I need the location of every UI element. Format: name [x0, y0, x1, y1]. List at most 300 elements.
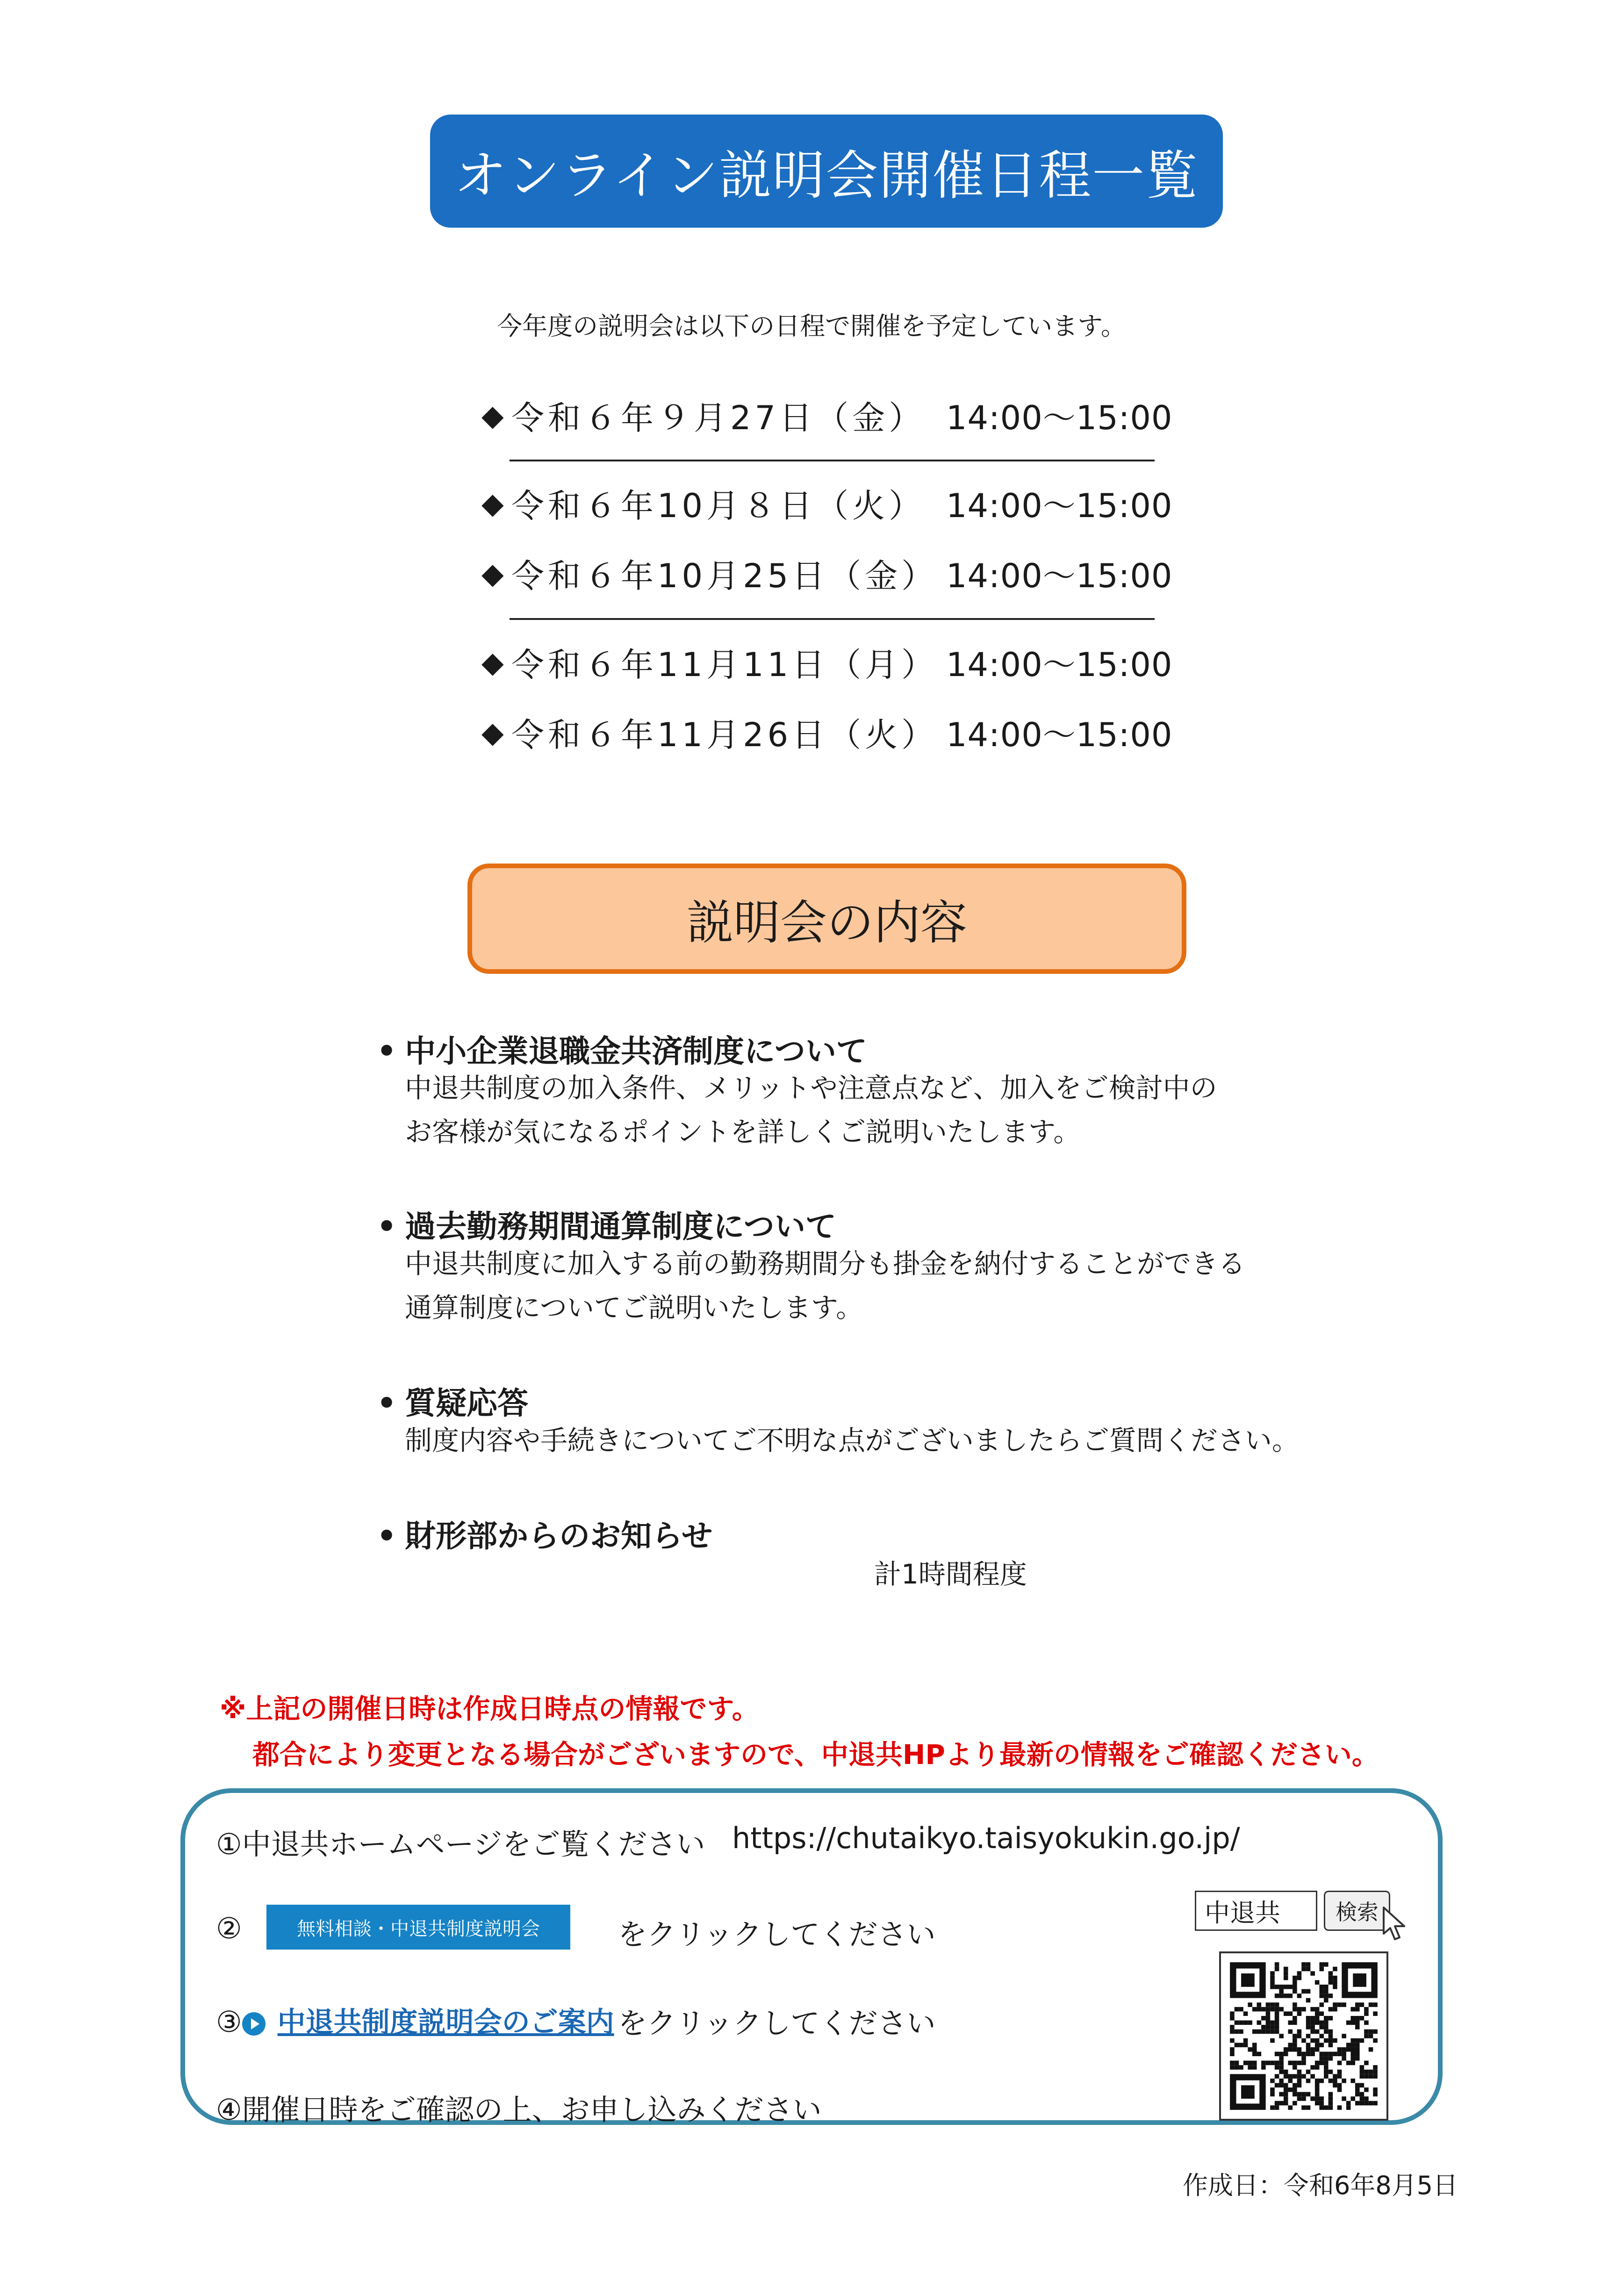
qr-module — [1239, 2043, 1243, 2047]
description-line: 通算制度についてご説明いたします。 — [405, 1292, 863, 1324]
qr-module — [1319, 2021, 1324, 2025]
qr-module — [1333, 2074, 1337, 2079]
qr-module — [1257, 2021, 1262, 2025]
step-4-text: ④開催日時をご確認の上、お申し込みください — [216, 2093, 822, 2127]
qr-module — [1324, 2061, 1329, 2066]
qr-module — [1252, 2047, 1257, 2052]
diamond-bullet-icon: ◆ — [481, 715, 504, 749]
qr-module — [1319, 2079, 1324, 2083]
qr-module — [1270, 1971, 1275, 1976]
qr-module — [1360, 2096, 1364, 2101]
qr-module — [1270, 2038, 1275, 2043]
description-line: 制度内容や手続きについてご不明な点がございましたらご質問ください。 — [405, 1425, 1299, 1456]
content-heading-text: 過去勤務期間通算制度について — [405, 1209, 836, 1245]
qr-code-frame — [1219, 1951, 1388, 2121]
homepage-url-link[interactable]: https://chutaikyo.taisyokukin.go.jp/ — [732, 1821, 1240, 1855]
qr-module — [1329, 2056, 1333, 2061]
qr-module — [1355, 2016, 1360, 2021]
qr-module — [1329, 2096, 1333, 2101]
qr-module — [1248, 2047, 1252, 2052]
qr-module — [1373, 2074, 1378, 2079]
qr-module — [1373, 2087, 1378, 2092]
qr-module — [1257, 2007, 1262, 2012]
qr-module — [1364, 2021, 1369, 2025]
qr-module — [1275, 2030, 1279, 2034]
qr-module — [1284, 2083, 1288, 2087]
content-heading — [377, 1202, 836, 1246]
qr-module — [1297, 1971, 1302, 1976]
qr-module — [1297, 1976, 1302, 1980]
search-input[interactable] — [1195, 1891, 1317, 1931]
qr-module — [1279, 2083, 1284, 2087]
qr-module — [1279, 2065, 1284, 2070]
qr-module — [1319, 2011, 1324, 2016]
qr-module — [1288, 1994, 1293, 1998]
diamond-bullet-icon: ◆ — [481, 398, 504, 432]
qr-module — [1350, 2056, 1355, 2061]
qr-module — [1230, 2061, 1235, 2066]
qr-module — [1319, 1985, 1324, 1989]
content-heading-text: 中小企業退職金共済制度について — [405, 1033, 867, 1069]
qr-module — [1364, 2034, 1369, 2038]
qr-module — [1364, 2007, 1369, 2012]
qr-module — [1297, 2030, 1302, 2034]
qr-module — [1373, 2101, 1378, 2106]
qr-module — [1315, 2016, 1320, 2021]
qr-module — [1306, 1967, 1311, 1972]
qr-module — [1293, 2034, 1297, 2038]
qr-module — [1279, 2056, 1284, 2061]
qr-module — [1284, 2092, 1288, 2097]
qr-module — [1284, 2051, 1288, 2056]
qr-module — [1373, 2070, 1378, 2074]
bullet-icon: • — [377, 1209, 397, 1245]
qr-module — [1364, 2074, 1369, 2079]
qr-module — [1275, 2051, 1279, 2056]
qr-module — [1329, 2079, 1333, 2083]
qr-module — [1373, 2011, 1378, 2016]
qr-module — [1306, 2025, 1311, 2030]
qr-module — [1324, 2025, 1329, 2030]
schedule-row — [481, 545, 1173, 601]
qr-module — [1270, 2061, 1275, 2066]
qr-module — [1301, 2007, 1306, 2012]
qr-module — [1315, 2047, 1320, 2052]
content-heading — [377, 1026, 867, 1071]
qr-module — [1333, 1985, 1337, 1989]
qr-module — [1324, 2051, 1329, 2056]
qr-module — [1342, 2079, 1346, 2083]
diamond-bullet-icon: ◆ — [481, 486, 504, 520]
qr-module — [1288, 2021, 1293, 2025]
qr-module — [1310, 1971, 1315, 1976]
qr-module — [1243, 2043, 1248, 2047]
qr-module — [1360, 2092, 1364, 2097]
qr-module — [1301, 1989, 1306, 1994]
qr-module — [1252, 2065, 1257, 2070]
qr-module — [1243, 2011, 1248, 2016]
qr-module — [1319, 2061, 1324, 2066]
schedule-time: 14:00～15:00 — [946, 645, 1173, 684]
qr-module — [1315, 2011, 1320, 2016]
qr-module — [1329, 2038, 1333, 2043]
qr-module — [1350, 2079, 1355, 2083]
bullet-icon: • — [377, 1033, 397, 1069]
qr-module — [1324, 2105, 1329, 2110]
qr-module — [1310, 2030, 1315, 2034]
qr-module — [1266, 2011, 1271, 2016]
qr-module — [1279, 1989, 1284, 1994]
qr-module — [1333, 2079, 1337, 2083]
qr-module — [1373, 2002, 1378, 2007]
qr-module — [1297, 2083, 1302, 2087]
qr-module — [1288, 2043, 1293, 2047]
qr-module — [1329, 2092, 1333, 2097]
qr-module — [1306, 2021, 1311, 2025]
qr-module — [1288, 2105, 1293, 2110]
qr-module — [1350, 2007, 1355, 2012]
content-heading — [377, 1378, 528, 1423]
qr-module — [1315, 2087, 1320, 2092]
qr-module — [1319, 2105, 1324, 2110]
qr-module — [1360, 2074, 1364, 2079]
schedule-row — [481, 634, 1173, 690]
qr-module — [1266, 2007, 1271, 2012]
qr-module — [1369, 2074, 1373, 2079]
qr-module — [1329, 1976, 1333, 1980]
qr-module — [1324, 2074, 1329, 2079]
schedule-date: 令和６年11月11日（月） — [511, 645, 938, 684]
qr-module — [1350, 2021, 1355, 2025]
qr-module — [1288, 2011, 1293, 2016]
search-input-value: 中退共 — [1205, 1898, 1280, 1928]
qr-module — [1364, 2101, 1369, 2106]
qr-module — [1275, 2065, 1279, 2070]
qr-module — [1333, 1976, 1337, 1980]
qr-module — [1297, 2034, 1302, 2038]
qr-module — [1319, 1994, 1324, 1998]
qr-module — [1360, 2083, 1364, 2087]
qr-module — [1270, 1980, 1275, 1985]
qr-module — [1306, 1962, 1311, 1967]
divider — [510, 460, 1155, 461]
qr-module — [1297, 2079, 1302, 2083]
qr-module — [1270, 2021, 1275, 2025]
qr-module — [1306, 2051, 1311, 2056]
qr-module — [1288, 2061, 1293, 2066]
content-heading-text: 財形部からのお知らせ — [405, 1518, 713, 1554]
qr-module — [1301, 1962, 1306, 1967]
qr-module — [1270, 2087, 1275, 2092]
qr-module — [1342, 2034, 1346, 2038]
qr-module — [1243, 2038, 1248, 2043]
qr-module — [1315, 2043, 1320, 2047]
diamond-bullet-icon: ◆ — [481, 645, 504, 679]
qr-module — [1333, 1980, 1337, 1985]
qr-module — [1248, 2061, 1252, 2066]
qr-module — [1284, 1976, 1288, 1980]
qr-module — [1284, 1994, 1288, 1998]
qr-module — [1355, 2025, 1360, 2030]
qr-module — [1266, 2002, 1271, 2007]
qr-module — [1355, 2101, 1360, 2106]
qr-module — [1373, 2030, 1378, 2034]
notice-line-2: 都合により変更となる場合がございますので、中退共HPより最新の情報をご確認ください。 — [252, 1739, 1379, 1771]
qr-module — [1315, 2021, 1320, 2025]
qr-module — [1288, 2030, 1293, 2034]
qr-module — [1355, 2047, 1360, 2052]
qr-module — [1337, 2083, 1342, 2087]
qr-module — [1279, 2092, 1284, 2097]
free-consultation-button[interactable]: 無料相談・中退共制度説明会 — [266, 1905, 570, 1950]
qr-module — [1306, 2043, 1311, 2047]
qr-module — [1297, 2047, 1302, 2052]
qr-module — [1284, 2074, 1288, 2079]
qr-module — [1306, 2105, 1311, 2110]
qr-module — [1284, 1985, 1288, 1989]
schedule-time: 14:00～15:00 — [946, 486, 1173, 525]
section-title: 説明会の内容 — [467, 864, 1186, 974]
qr-module — [1350, 2016, 1355, 2021]
qr-module — [1248, 2002, 1252, 2007]
qr-module — [1315, 2101, 1320, 2106]
qr-module — [1275, 2061, 1279, 2066]
qr-module — [1324, 2065, 1329, 2070]
qr-module — [1261, 2016, 1266, 2021]
qr-module — [1360, 2065, 1364, 2070]
qr-module — [1373, 2038, 1378, 2043]
qr-module — [1301, 2074, 1306, 2079]
qr-module — [1315, 1980, 1320, 1985]
qr-module — [1230, 2051, 1235, 2056]
qr-module — [1369, 2101, 1373, 2106]
qr-module — [1301, 2092, 1306, 2097]
qr-module — [1279, 1985, 1284, 1989]
qr-module — [1350, 2038, 1355, 2043]
qr-module — [1266, 2061, 1271, 2066]
qr-module — [1306, 2016, 1311, 2021]
qr-module — [1315, 2083, 1320, 2087]
qr-module — [1297, 2061, 1302, 2066]
qr-module — [1284, 2101, 1288, 2106]
qr-module — [1373, 2065, 1378, 2070]
qr-module — [1243, 2061, 1248, 2066]
qr-module — [1324, 2056, 1329, 2061]
qr-module — [1261, 2061, 1266, 2066]
schedule-row — [481, 704, 1173, 760]
qr-module — [1355, 2021, 1360, 2025]
qr-module — [1346, 2061, 1351, 2066]
qr-module — [1297, 2007, 1302, 2012]
qr-module — [1310, 2051, 1315, 2056]
qr-module — [1319, 2096, 1324, 2101]
qr-module — [1324, 1994, 1329, 1998]
description-line: 中退共制度の加入条件、メリットや注意点など、加入をご検討中の — [405, 1072, 1217, 1104]
qr-module — [1324, 2016, 1329, 2021]
qr-module — [1324, 2030, 1329, 2034]
qr-module — [1355, 2092, 1360, 2097]
schedule-time: 14:00～15:00 — [946, 715, 1173, 754]
qr-module — [1270, 1985, 1275, 1989]
qr-module — [1248, 2065, 1252, 2070]
qr-module — [1275, 2016, 1279, 2021]
qr-module — [1310, 2007, 1315, 2012]
qr-module — [1288, 2079, 1293, 2083]
qr-module — [1230, 2065, 1235, 2070]
search-button[interactable]: 検索 — [1324, 1891, 1390, 1931]
qr-module — [1360, 2070, 1364, 2074]
qr-module — [1293, 1985, 1297, 1989]
qr-module — [1364, 2061, 1369, 2066]
qr-module — [1310, 2021, 1315, 2025]
qr-module — [1270, 1976, 1275, 1980]
qr-module — [1275, 2074, 1279, 2079]
qr-module — [1319, 2002, 1324, 2007]
qr-module — [1333, 2002, 1337, 2007]
qr-module — [1360, 2101, 1364, 2106]
qr-module — [1310, 2016, 1315, 2021]
qr-module — [1293, 2038, 1297, 2043]
description-line: 中退共制度に加入する前の勤務期間分も掛金を納付することができる — [405, 1248, 1246, 1280]
step-3-number: ③ — [216, 2005, 242, 2039]
qr-module — [1261, 2007, 1266, 2012]
qr-module — [1257, 2030, 1262, 2034]
qr-module — [1275, 1994, 1279, 1998]
qr-module — [1329, 2070, 1333, 2074]
qr-module — [1261, 2025, 1266, 2030]
qr-module — [1369, 2030, 1373, 2034]
qr-module — [1346, 2021, 1351, 2025]
qr-module — [1324, 1985, 1329, 1989]
qr-module — [1369, 2070, 1373, 2074]
qr-module — [1333, 2083, 1337, 2087]
play-icon — [242, 2012, 266, 2036]
qr-module — [1355, 2051, 1360, 2056]
qr-module — [1355, 2038, 1360, 2043]
qr-module — [1350, 2051, 1355, 2056]
qr-module — [1350, 2047, 1355, 2052]
qr-module — [1275, 2025, 1279, 2030]
qr-module — [1297, 2051, 1302, 2056]
qr-module — [1301, 2056, 1306, 2061]
schedule-time: 14:00～15:00 — [946, 398, 1173, 437]
cursor-icon — [1380, 1906, 1408, 1943]
content-heading-text: 質疑応答 — [405, 1385, 529, 1421]
qr-module — [1306, 2092, 1311, 2097]
qr-module — [1333, 2007, 1337, 2012]
qr-module — [1293, 2101, 1297, 2106]
qr-module — [1369, 2002, 1373, 2007]
qr-module — [1275, 1962, 1279, 1967]
qr-module — [1297, 2096, 1302, 2101]
qr-module — [1235, 2007, 1239, 2012]
qr-module — [1279, 2007, 1284, 2012]
created-date: 作成日：令和6年8月5日 — [1183, 2171, 1458, 2200]
qr-module — [1337, 2002, 1342, 2007]
qr-module — [1266, 2025, 1271, 2030]
qr-module — [1252, 2051, 1257, 2056]
qr-module — [1235, 2021, 1239, 2025]
qr-module — [1293, 2043, 1297, 2047]
qr-module — [1266, 2021, 1271, 2025]
qr-module — [1239, 2021, 1243, 2025]
qr-module — [1284, 2011, 1288, 2016]
qr-module — [1310, 2096, 1315, 2101]
qr-module — [1275, 2011, 1279, 2016]
qr-module — [1252, 2007, 1257, 2012]
qr-module — [1310, 2047, 1315, 2052]
qr-module — [1293, 2021, 1297, 2025]
qr-module — [1293, 2016, 1297, 2021]
qr-module — [1315, 2079, 1320, 2083]
qr-module — [1293, 2002, 1297, 2007]
qr-module — [1355, 2002, 1360, 2007]
seminar-guide-link[interactable]: 中退共制度説明会のご案内 — [277, 2006, 614, 2039]
qr-module — [1239, 2065, 1243, 2070]
qr-module — [1279, 2061, 1284, 2066]
qr-module — [1293, 2074, 1297, 2079]
qr-module — [1270, 2025, 1275, 2030]
qr-module — [1346, 2047, 1351, 2052]
qr-module — [1369, 2047, 1373, 2052]
qr-module — [1270, 2079, 1275, 2083]
qr-module — [1337, 2074, 1342, 2079]
qr-module — [1364, 2087, 1369, 2092]
schedule-row — [481, 387, 1173, 443]
qr-module — [1306, 2079, 1311, 2083]
qr-module — [1319, 2025, 1324, 2030]
qr-module — [1324, 2021, 1329, 2025]
content-description — [405, 1418, 1299, 1462]
qr-module — [1324, 2070, 1329, 2074]
qr-module — [1275, 2002, 1279, 2007]
qr-module — [1275, 2007, 1279, 2012]
qr-module — [1293, 2065, 1297, 2070]
qr-module — [1315, 2030, 1320, 2034]
qr-module — [1329, 2105, 1333, 2110]
qr-module — [1324, 1962, 1329, 1967]
qr-module — [1333, 1967, 1337, 1972]
qr-module — [1329, 2051, 1333, 2056]
qr-module — [1346, 2105, 1351, 2110]
qr-module — [1360, 2016, 1364, 2021]
qr-module — [1230, 2030, 1235, 2034]
qr-module — [1275, 2021, 1279, 2025]
qr-module — [1261, 2030, 1266, 2034]
qr-module — [1355, 2043, 1360, 2047]
qr-module — [1297, 1994, 1302, 1998]
qr-module — [1301, 1967, 1306, 1972]
qr-module — [1329, 2016, 1333, 2021]
qr-module — [1230, 2016, 1235, 2021]
qr-module — [1315, 2007, 1320, 2012]
qr-module — [1329, 1980, 1333, 1985]
qr-module — [1337, 2087, 1342, 2092]
qr-module — [1288, 2047, 1293, 2052]
qr-module — [1275, 1967, 1279, 1972]
qr-module — [1279, 2051, 1284, 2056]
step-3-text: をクリックしてください — [618, 2006, 936, 2040]
qr-module — [1310, 2038, 1315, 2043]
qr-module — [1329, 1994, 1333, 1998]
qr-module — [1270, 2105, 1275, 2110]
qr-module — [1275, 2101, 1279, 2106]
qr-module — [1310, 2074, 1315, 2079]
qr-module — [1306, 2034, 1311, 2038]
qr-module — [1342, 2096, 1346, 2101]
divider — [510, 618, 1155, 620]
qr-module — [1252, 2043, 1257, 2047]
